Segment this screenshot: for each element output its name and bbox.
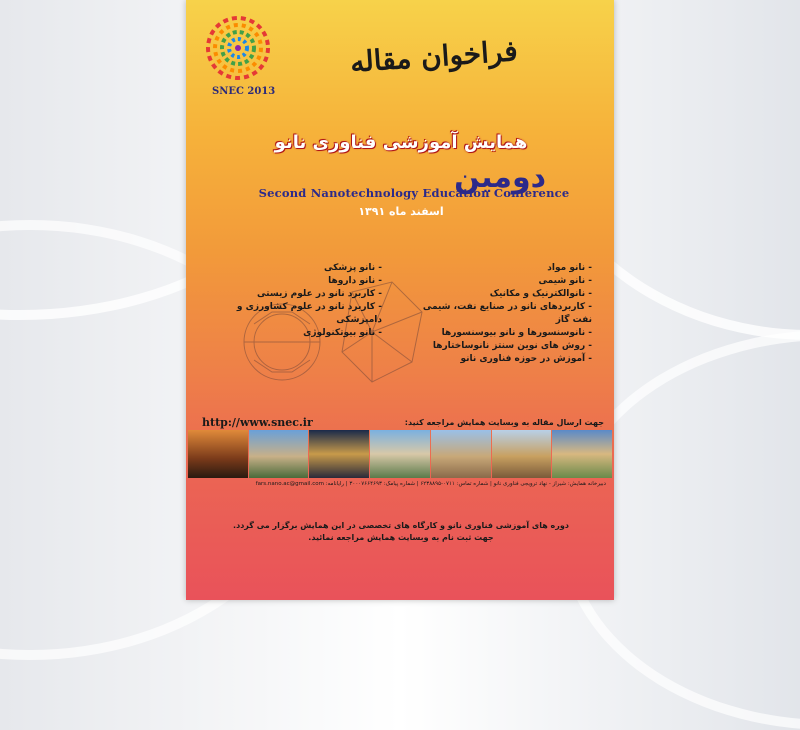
topic-item: - کاربرد نانو در علوم زیستی [202,288,382,301]
call-for-papers-title: فراخوان مقاله [349,34,519,79]
registration-note-line: جهت ثبت نام به وبسایت همایش مراجعه نمائید. [308,533,494,542]
workshop-note [216,520,586,544]
landmark-photo [370,430,430,478]
conference-poster [186,0,614,600]
logo-caption: SNEC 2013 [212,86,276,97]
landmark-photo [309,430,369,478]
landmark-photo [492,430,552,478]
contact-footer: دبیرخانه همایش: شیراز - نهاد ترویجی فناوری نانو | شماره تماس: ۰۷۱۱-۶۲۳۸۸۹۵ | شماره پیامک: ۳۰۰۰۷۶۶۴۶۹۳ | رایانامه: fars.nano.ac@gmail.com [255,481,606,487]
landmark-photo [188,430,248,478]
conference-date: اسفند ماه ۱۳۹۱ [358,205,444,218]
landmark-photo [249,430,309,478]
topic-item: - نانو بیوتکنولوژی [202,327,382,340]
topic-item: - آموزش در حوزه فناوری نانو [402,353,592,366]
topic-item: - روش های نوین سنتز نانوساختارها [402,340,592,353]
conference-logo [204,14,272,82]
topic-item: - نانوسنسورها و نانو بیوسنسورها [402,327,592,340]
topic-item: - نانو مواد [402,262,592,275]
website-url: http://www.snec.ir [202,416,313,429]
topic-item: - نانو شیمی [402,275,592,288]
english-title: Second Nanotechnology Education Conference [258,186,570,200]
topic-item: - نانوالکترنیک و مکانیک [402,288,592,301]
conference-ordinal: دومین [454,160,546,195]
landmark-photo [431,430,491,478]
topics-list-left [202,262,382,340]
landmark-photo [552,430,612,478]
topic-item: - کاربرد نانو در علوم کشاورزی و دامپزشکی [202,301,382,327]
conference-title: همایش آموزشی فناوری نانو [274,132,528,153]
submission-note: جهت ارسال مقاله به وبسایت همایش مراجعه کنید: [404,418,604,427]
workshop-note-line: دوره های آموزشی فناوری نانو و کارگاه های تخصصی در این همایش برگزار می گردد. [233,521,569,530]
photo-strip [188,430,612,478]
topic-item: - کاربردهای نانو در صنایع نفت، شیمی نفت گاز [402,301,592,327]
topics-list-right [402,262,592,366]
topic-item: - نانو داروها [202,275,382,288]
topic-item: - نانو پزشکی [202,262,382,275]
